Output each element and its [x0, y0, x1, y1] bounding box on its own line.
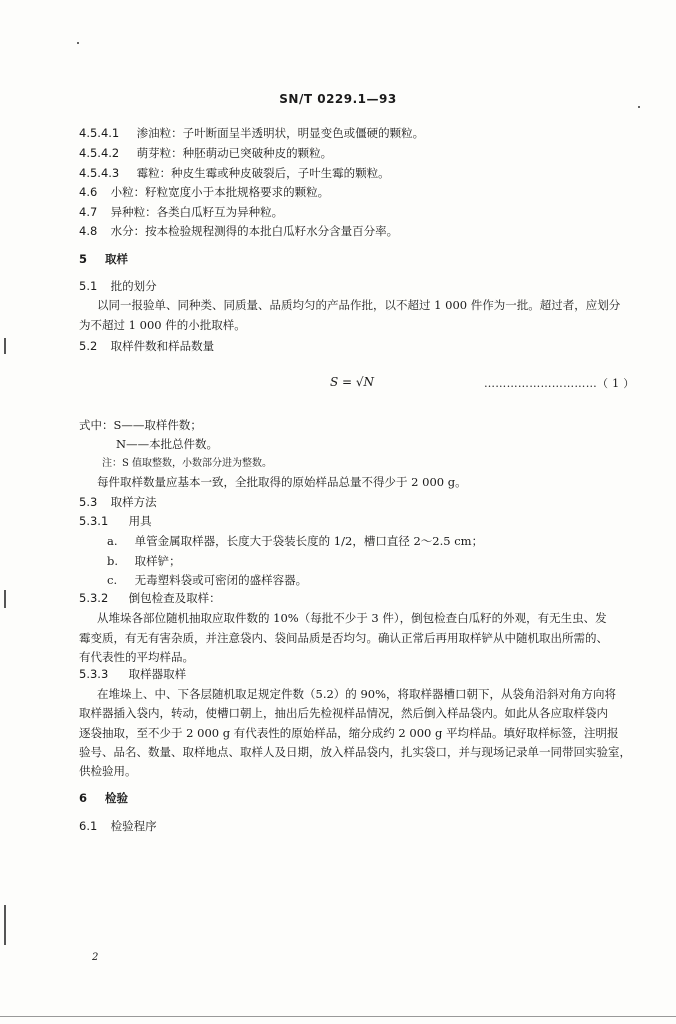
section-title: 取样器取样 [128, 667, 187, 681]
paragraph-5-1-line-2: 为不超过 1 000 件的小批取样。 [79, 318, 246, 332]
clause-4-8 [79, 223, 636, 239]
tool-text: 取样铲； [134, 554, 181, 568]
section-number: 5.2 [79, 339, 98, 353]
section-number: 6.1 [79, 819, 98, 833]
clause-4-5-4-1 [79, 125, 636, 141]
section-5-1-heading [79, 278, 636, 294]
scan-margin-mark [4, 905, 6, 945]
section-5-2-heading [79, 338, 636, 354]
section-title: 检验程序 [110, 819, 157, 833]
section-5-3-1-heading [79, 513, 636, 529]
clause-number: 4.8 [79, 224, 98, 238]
clause-text: 霉粒：种皮生霉或种皮破裂后，子叶生霉的颗粒。 [136, 166, 390, 180]
clause-number: 4.5.4.2 [79, 146, 120, 160]
paragraph-5-3-3-line-2: 取样器插入袋内，转动，使槽口朝上，抽出后先检视样品情况，然后倒入样品袋内。如此从各应取样袋内 [79, 706, 608, 720]
note: 注：S 值取整数，小数部分进为整数。 [102, 458, 273, 469]
section-number: 5.1 [79, 279, 98, 293]
paragraph-5-2: 每件取样数量应基本一致，全批取得的原始样品总量不得少于 2 000 g。 [97, 475, 467, 489]
paragraph-5-3-3-line-4: 验号、品名、数量、取样地点、取样人及日期，放入样品袋内，扎实袋口，并与现场记录单一同带回实验室， [79, 745, 631, 759]
clause-text: 水分：按本检验规程测得的本批白瓜籽水分含量百分率。 [110, 224, 399, 238]
clause-number: 4.5.4.3 [79, 166, 120, 180]
section-6-heading [79, 790, 636, 806]
formula: S = √N [330, 375, 375, 389]
clause-number: 4.5.4.1 [79, 126, 120, 140]
clause-text: 小粒：籽粒宽度小于本批规格要求的颗粒。 [110, 185, 330, 199]
section-title: 批的划分 [110, 279, 157, 293]
tool-label: b. [107, 554, 119, 568]
tool-label: c. [107, 573, 118, 587]
tool-text: 单管金属取样器，长度大于袋装长度的 1/2，槽口直径 2～2.5 cm； [134, 534, 484, 548]
section-number: 5.3.3 [79, 667, 109, 681]
clause-4-5-4-3 [79, 165, 636, 181]
section-title: 用具 [128, 514, 152, 528]
section-5-3-heading [79, 494, 636, 510]
clause-number: 4.7 [79, 205, 98, 219]
tool-item-c [107, 572, 636, 588]
section-5-heading [79, 251, 636, 267]
clause-4-5-4-2 [79, 145, 636, 161]
paragraph-5-1-line-1: 以同一报验单、同种类、同质量、品质均匀的产品作批，以不超过 1 000 件作为一批。超过者，应划分 [97, 298, 621, 312]
tool-label: a. [107, 534, 118, 548]
page-number: 2 [92, 952, 99, 963]
paragraph-5-3-3-line-1: 在堆垛上、中、下各层随机取足规定件数（5.2）的 90%，将取样器槽口朝下，从袋角沿斜对角方向将 [97, 687, 616, 701]
paragraph-5-3-2-line-2: 霉变质，有无有害杂质，并注意袋内、袋间品质是否均匀。确认正常后再用取样铲从中随机取出所需的、 [79, 631, 608, 645]
tool-text: 无毒塑料袋或可密闭的盛样容器。 [134, 573, 308, 587]
section-number: 6 [79, 791, 88, 805]
paragraph-5-3-3-line-3: 逐袋抽取，至不少于 2 000 g 有代表性的原始样品，缩分成约 2 000 g 平均样品。填好取样标签，注明报 [79, 726, 619, 740]
section-number: 5.3.1 [79, 514, 109, 528]
section-5-3-3-heading [79, 666, 636, 682]
section-number: 5.3.2 [79, 591, 109, 605]
section-number: 5.3 [79, 495, 98, 509]
section-title: 检验 [105, 791, 129, 805]
section-title: 取样 [105, 252, 129, 266]
section-title: 倒包检查及取样： [128, 591, 221, 605]
scan-bottom-edge [0, 1016, 676, 1017]
section-title: 取样件数和样品数量 [110, 339, 215, 353]
scan-margin-mark [4, 590, 6, 608]
scan-speck [638, 106, 640, 108]
scan-speck [77, 42, 79, 44]
scan-margin-mark [4, 338, 6, 354]
clause-text: 渗油粒：子叶断面呈半透明状，明显变色或僵硬的颗粒。 [136, 126, 425, 140]
tool-item-a [107, 533, 636, 549]
formula-where-1: 式中：S——取样件数； [79, 418, 202, 432]
section-6-1-heading [79, 818, 636, 834]
clause-4-6 [79, 184, 636, 200]
section-number: 5 [79, 252, 88, 266]
clause-4-7 [79, 204, 636, 220]
formula-where-2: N——本批总件数。 [116, 437, 219, 451]
section-title: 取样方法 [110, 495, 157, 509]
tool-item-b [107, 553, 636, 569]
paragraph-5-3-3-line-5: 供检验用。 [79, 764, 137, 778]
paragraph-5-3-2-line-3: 有代表性的平均样品。 [79, 650, 194, 664]
document-header: SN/T 0229.1—93 [279, 92, 397, 106]
clause-number: 4.6 [79, 185, 98, 199]
clause-text: 萌芽粒：种胚萌动已突破种皮的颗粒。 [136, 146, 333, 160]
formula-number: …………………………（ 1 ） [484, 377, 635, 390]
paragraph-5-3-2-line-1: 从堆垛各部位随机抽取应取件数的 10%（每批不少于 3 件），倒包检查白瓜籽的外观，有无生虫、发 [97, 611, 607, 625]
section-5-3-2-heading [79, 590, 636, 606]
clause-text: 异种粒：各类白瓜籽互为异种粒。 [110, 205, 284, 219]
